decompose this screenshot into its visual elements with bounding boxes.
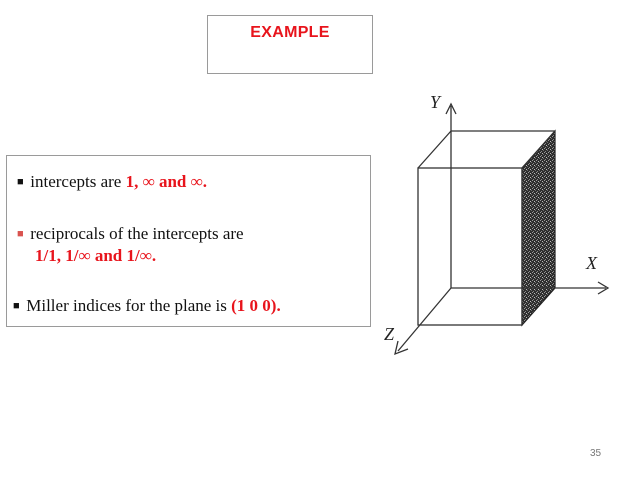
square-bullet-icon: ■: [17, 228, 24, 240]
reciprocals-label: reciprocals of the intercepts are: [30, 224, 244, 243]
content-box: [6, 155, 371, 327]
miller-values: (1 0 0).: [231, 296, 281, 315]
title-box: [207, 15, 373, 74]
cube-front-face: [418, 168, 522, 325]
z-axis-label: Z: [384, 324, 395, 344]
reciprocals-values-line: [35, 246, 156, 266]
z-axis-line: [398, 288, 451, 351]
intercepts-values: 1, ∞ and ∞.: [125, 172, 207, 191]
square-bullet-icon: ■: [13, 300, 20, 312]
cube-edge: [418, 131, 451, 168]
slide-title: EXAMPLE: [250, 24, 330, 41]
bullet-reciprocals: [17, 224, 244, 244]
page-number: 35: [590, 448, 602, 459]
shaded-plane: [522, 131, 555, 325]
cube-diagram: [380, 88, 620, 373]
bullet-miller: [13, 296, 281, 316]
bullet-intercepts: [17, 172, 207, 192]
x-axis-label: X: [586, 253, 597, 273]
intercepts-label: intercepts are: [30, 172, 126, 191]
reciprocals-values: 1/1, 1/∞ and 1/∞.: [35, 246, 157, 265]
miller-label: Miller indices for the plane is: [26, 296, 232, 315]
square-bullet-icon: ■: [17, 176, 24, 188]
y-axis-label: Y: [430, 92, 441, 112]
